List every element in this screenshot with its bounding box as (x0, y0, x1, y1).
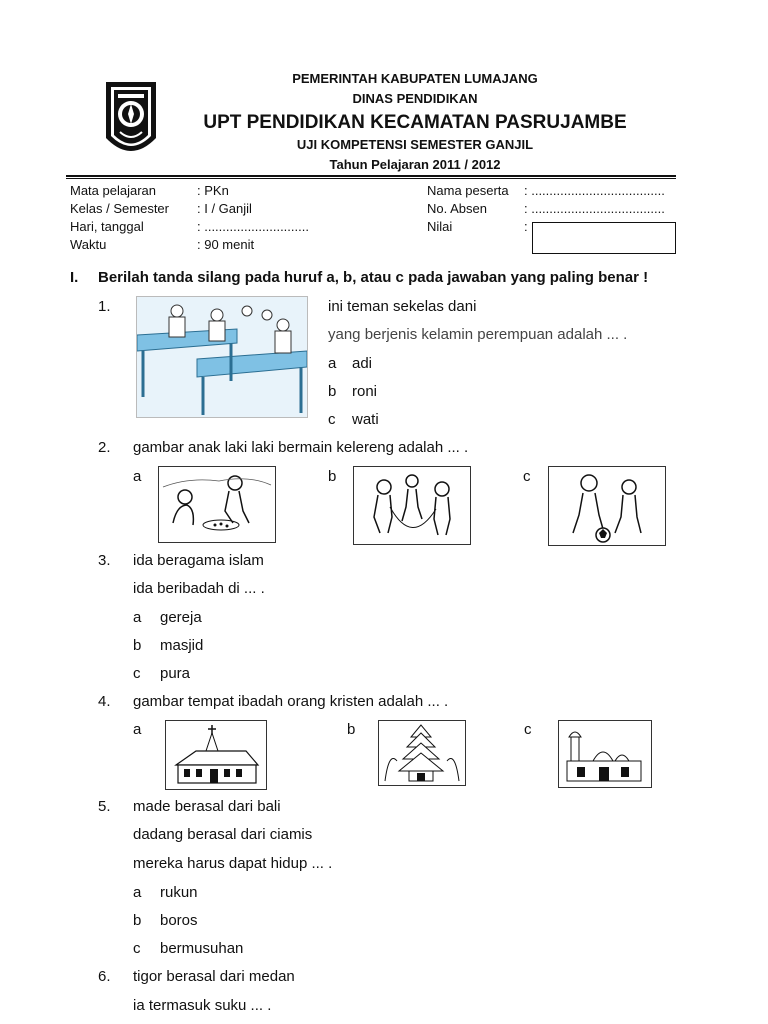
q6-line1: tigor berasal dari medan (133, 968, 295, 985)
header-department-line: DINAS PENDIDIKAN (352, 91, 478, 106)
q3-line1: ida beragama islam (133, 552, 264, 569)
q4-label-c: c (524, 721, 532, 738)
q3-option-c-letter: c (133, 665, 141, 682)
header-exam-line: UJI KOMPETENSI SEMESTER GANJIL (296, 137, 534, 152)
q2-number: 2. (98, 439, 111, 456)
q2-text: gambar anak laki laki bermain kelereng adalah ... . (133, 439, 469, 456)
q3-option-a-text[interactable]: gereja (160, 609, 202, 626)
q5-option-c-letter: c (133, 940, 141, 957)
info-label-time: Waktu (70, 237, 107, 252)
q1-option-c-letter: c (328, 411, 336, 428)
info-label-date: Hari, tanggal (70, 219, 144, 234)
q5-line3: mereka harus dapat hidup ... . (133, 855, 333, 872)
q5-line2: dadang berasal dari ciamis (133, 826, 313, 843)
info-value-score: : (524, 219, 528, 234)
q6-number: 6. (98, 968, 111, 985)
info-value-date: : ............................. (197, 219, 309, 234)
header-government-line: PEMERINTAH KABUPATEN LUMAJANG (292, 71, 538, 86)
q5-option-a-text[interactable]: rukun (160, 884, 198, 901)
info-value-class: : I / Ganjil (197, 201, 252, 216)
q1-option-b-text[interactable]: roni (352, 383, 378, 400)
section-instruction: Berilah tanda silang pada huruf a, b, atau c pada jawaban yang paling benar ! (98, 269, 649, 286)
q2-image-b-jumprope[interactable] (353, 466, 471, 545)
q3-line2: ida beribadah di ... . (133, 580, 265, 597)
q2-label-a: a (133, 468, 142, 485)
q6-line2: ia termasuk suku ... . (133, 997, 272, 1014)
q1-option-c-text[interactable]: wati (352, 411, 379, 428)
q4-image-b-temple[interactable] (378, 720, 466, 786)
info-label-absen: No. Absen (427, 201, 487, 216)
info-label-score: Nilai (427, 219, 453, 234)
q3-option-a-letter: a (133, 609, 142, 626)
q3-option-b-text[interactable]: masjid (160, 637, 204, 654)
q4-label-a: a (133, 721, 142, 738)
header-title: UPT PENDIDIKAN KECAMATAN PASRUJAMBE (203, 112, 627, 133)
header-year-line: Tahun Pelajaran 2011 / 2012 (329, 157, 501, 172)
score-box[interactable] (532, 222, 676, 254)
q5-option-b-text[interactable]: boros (160, 912, 198, 929)
q1-option-a-text[interactable]: adi (352, 355, 373, 372)
q2-image-a-marbles[interactable] (158, 466, 276, 543)
q2-label-b: b (328, 468, 337, 485)
q4-text: gambar tempat ibadah orang kristen adalah ... . (133, 693, 449, 710)
q2-label-c: c (523, 468, 531, 485)
q1-option-b-letter: b (328, 383, 337, 400)
q1-number: 1. (98, 298, 111, 315)
q5-line1: made berasal dari bali (133, 798, 281, 815)
header-divider-top (66, 175, 676, 177)
q5-option-a-letter: a (133, 884, 142, 901)
q5-number: 5. (98, 798, 111, 815)
q4-image-a-church[interactable] (165, 720, 267, 790)
q2-image-c-football[interactable] (548, 466, 666, 546)
q1-line2: yang berjenis kelamin perempuan adalah ... . (328, 326, 628, 343)
info-label-name: Nama peserta (427, 183, 509, 198)
header-divider-bottom (66, 178, 676, 179)
info-value-name: : ..................................... (524, 183, 665, 198)
q1-option-a-letter: a (328, 355, 337, 372)
info-label-class: Kelas / Semester (70, 201, 169, 216)
q4-image-c-mosque[interactable] (558, 720, 652, 788)
info-value-absen: : ..................................... (524, 201, 665, 216)
q1-classroom-image (136, 296, 308, 418)
info-value-time: : 90 menit (197, 237, 255, 252)
info-value-subject: : PKn (197, 183, 229, 198)
q3-number: 3. (98, 552, 111, 569)
q4-label-b: b (347, 721, 356, 738)
q5-option-c-text[interactable]: bermusuhan (160, 940, 244, 957)
q5-option-b-letter: b (133, 912, 142, 929)
q1-line1: ini teman sekelas dani (328, 298, 477, 315)
q3-option-c-text[interactable]: pura (160, 665, 191, 682)
info-label-subject: Mata pelajaran (70, 183, 156, 198)
regency-emblem-logo (104, 80, 158, 164)
section-number: I. (70, 269, 79, 286)
q4-number: 4. (98, 693, 111, 710)
q3-option-b-letter: b (133, 637, 142, 654)
